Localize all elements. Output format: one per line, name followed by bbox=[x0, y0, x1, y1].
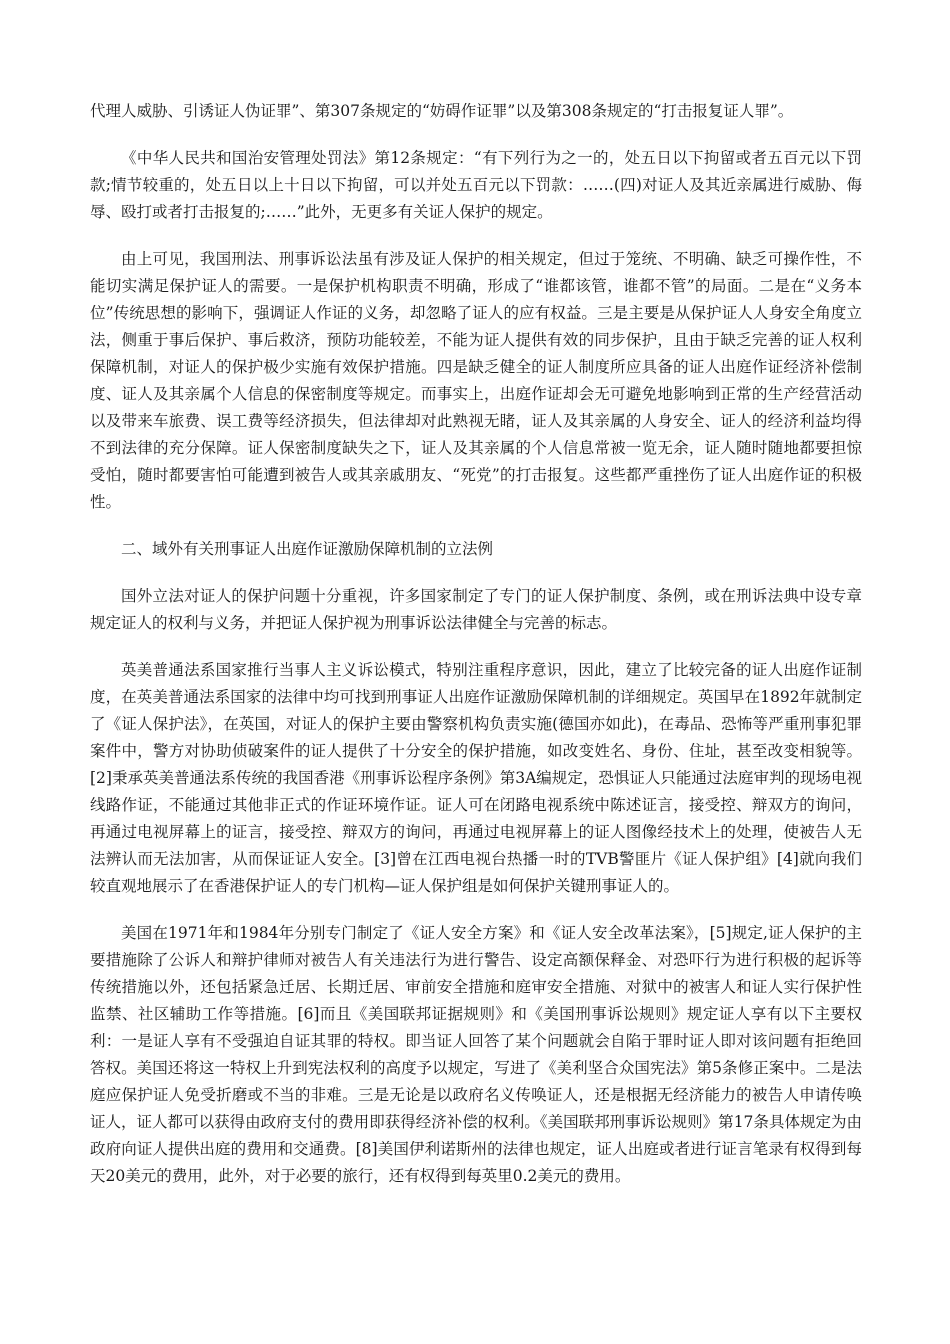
paragraph-6: 美国在1971年和1984年分别专门制定了《证人安全方案》和《证人安全改革法案》，[5]规定,证人保护的主要措施除了公诉人和辩护律师对被告人有关违法行为进行警告、设定高额保释金、对恐吓行为进行积极的起诉等传统措施以外，还包括紧急迁居、长期迁居、审前安全措施和庭审安全措施、对狱中的被害人和证人实行保护性监禁、社区辅助工作等措施。[6]而且《美国联邦证据规则》和《美国刑事诉讼规则》规定证人享有以下主要权利：一是证人享有不受强迫自证其罪的特权。即当证人回答了某个问题就会自陷于罪时证人即对该问题有拒绝回答权。美国还将这一特权上升到宪法权利的高度予以规定，写进了《美利坚合众国宪法》第5条修正案中。二是法庭应保护证人免受折磨或不当的非难。三是无论是以政府名义传唤证人，还是根据无经济能力的被告人申请传唤证人，证人都可以获得由政府支付的费用即获得经济补偿的权利。《美国联邦刑事诉讼规则》第17条具体规定为由政府向证人提供出庭的费用和交通费。[8]美国伊利诺斯州的法律也规定，证人出庭或者进行证言笔录有权得到每天20美元的费用，此外，对于必要的旅行，还有权得到每英里0.2美元的费用。 bbox=[90, 924, 862, 1185]
paragraph-2: 《中华人民共和国治安管理处罚法》第12条规定：“有下列行为之一的，处五日以下拘留或者五百元以下罚款;情节较重的，处五日以上十日以下拘留，可以并处五百元以下罚款：……(四)对证人及其近亲属进行威胁、侮辱、殴打或者打击报复的;……”此外，无更多有关证人保护的规定。 bbox=[90, 149, 862, 221]
paragraph-3: 由上可见，我国刑法、刑事诉讼法虽有涉及证人保护的相关规定，但过于笼统、不明确、缺乏可操作性，不能切实满足保护证人的需要。一是保护机构职责不明确，形成了“谁都该管，谁都不管”的局面。二是在“义务本位”传统思想的影响下，强调证人作证的义务，却忽略了证人的应有权益。三是主要是从保护证人人身安全角度立法，侧重于事后保护、事后救济，预防功能较差，不能为证人提供有效的同步保护，且由于缺乏完善的证人权利保障机制，对证人的保护极少实施有效保护措施。四是缺乏健全的证人制度所应具备的证人出庭作证经济补偿制度、证人及其亲属个人信息的保密制度等规定。而事实上，出庭作证却会无可避免地影响到正常的生产经营活动以及带来车旅费、误工费等经济损失，但法律却对此熟视无睹，证人及其亲属的人身安全、证人的经济利益均得不到法律的充分保障。证人保密制度缺失之下，证人及其亲属的个人信息常被一览无余，证人随时随地都要担惊受怕，随时都要害怕可能遭到被告人或其亲戚朋友、“死党”的打击报复。这些都严重挫伤了证人出庭作证的积极性。 bbox=[90, 250, 862, 511]
section-heading: 二、域外有关刑事证人出庭作证激励保障机制的立法例 bbox=[121, 540, 494, 558]
paragraph-4: 国外立法对证人的保护问题十分重视，许多国家制定了专门的证人保护制度、条例，或在刑诉法典中设专章规定证人的权利与义务，并把证人保护视为刑事诉讼法律健全与完善的标志。 bbox=[90, 587, 862, 632]
document-page bbox=[90, 98, 862, 1190]
paragraph-5: 英美普通法系国家推行当事人主义诉讼模式，特别注重程序意识，因此，建立了比较完备的证人出庭作证制度，在英美普通法系国家的法律中均可找到刑事证人出庭作证激励保障机制的详细规定。英国早在1892年就制定了《证人保护法》，在英国，对证人的保护主要由警察机构负责实施(德国亦如此)，在毒品、恐怖等严重刑事犯罪案件中，警方对协助侦破案件的证人提供了十分安全的保护措施，如改变姓名、身份、住址，甚至改变相貌等。[2]秉承英美普通法系传统的我国香港《刑事诉讼程序条例》第3A编规定，恐惧证人只能通过法庭审判的现场电视线路作证，不能通过其他非正式的作证环境作证。证人可在闭路电视系统中陈述证言，接受控、辩双方的询问，再通过电视屏幕上的证言，接受控、辩双方的询问，再通过电视屏幕上的证人图像经技术上的处理，使被告人无法辨认而无法加害，从而保证证人安全。[3]曾在江西电视台热播一时的TVB警匪片《证人保护组》[4]就向我们较直观地展示了在香港保护证人的专门机构—证人保护组是如何保护关键刑事证人的。 bbox=[90, 661, 862, 895]
paragraph-1: 代理人威胁、引诱证人伪证罪”、第307条规定的“妨碍作证罪”以及第308条规定的“打击报复证人罪”。 bbox=[90, 102, 794, 120]
